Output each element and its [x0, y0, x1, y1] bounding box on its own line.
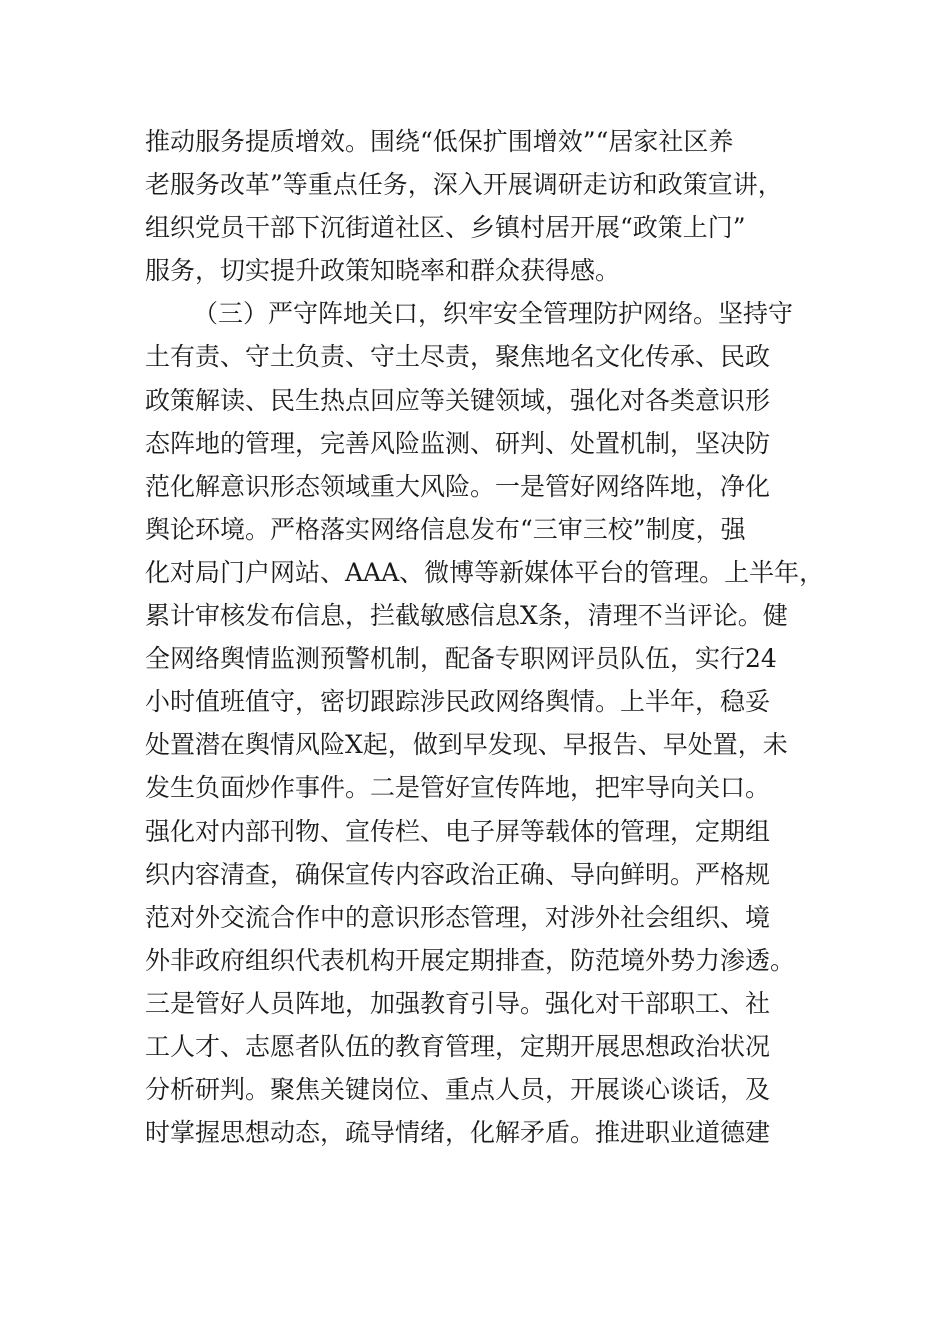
text-line: 强化对内部刊物、宣传栏、电子屏等载体的管理，定期组 [145, 816, 771, 846]
text-line: 态阵地的管理，完善风险监测、研判、处置机制，坚决防 [145, 428, 771, 458]
text-line: 范化解意识形态领域重大风险。一是管好网络阵地，净化 [145, 471, 771, 501]
text-line: 织内容清查，确保宣传内容政治正确、导向鲜明。严格规 [145, 859, 771, 889]
text-line: 分析研判。聚焦关键岗位、重点人员，开展谈心谈话，及 [145, 1075, 771, 1105]
body-text [145, 120, 825, 1154]
text-line: 推动服务提质增效。围绕“低保扩围增效”“居家社区养 [145, 127, 734, 156]
text-line: 小时值班值守，密切跟踪涉民政网络舆情。上半年，稳妥 [145, 687, 771, 717]
text-line: 外非政府组织代表机构开展定期排查，防范境外势力渗透。 [145, 945, 796, 975]
text-line: 老服务改革”等重点任务，深入开展调研走访和政策宣讲， [145, 170, 783, 200]
text-line: 土有责、守土负责、守土尽责，聚焦地名文化传承、民政 [145, 342, 771, 372]
text-line: 时掌握思想动态，疏导情绪，化解矛盾。推进职业道德建 [145, 1118, 771, 1148]
text-line: 范对外交流合作中的意识形态管理，对涉外社会组织、境 [145, 902, 771, 932]
text-line: 政策解读、民生热点回应等关键领域，强化对各类意识形 [145, 385, 771, 415]
text-line: 累计审核发布信息，拦截敏感信息X条，清理不当评论。健 [145, 601, 788, 631]
text-line: 全网络舆情监测预警机制，配备专职网评员队伍，实行24 [145, 644, 777, 674]
section-heading-line: （三）严守阵地关口，织牢安全管理防护网络。坚持守 [193, 299, 794, 329]
text-line: 服务，切实提升政策知晓率和群众获得感。 [145, 256, 621, 286]
text-line: 化对局门户网站、AAA、微博等新媒体平台的管理。上半年， [145, 557, 825, 587]
text-line: 舆论环境。严格落实网络信息发布“三审三校”制度，强 [145, 514, 746, 544]
text-line: 处置潜在舆情风险X起，做到早发现、早报告、早处置，未 [145, 730, 788, 760]
text-line: 工人才、志愿者队伍的教育管理，定期开展思想政治状况 [145, 1031, 771, 1061]
text-line: 三是管好人员阵地，加强教育引导。强化对干部职工、社 [145, 988, 771, 1018]
text-line: 组织党员干部下沉街道社区、乡镇村居开展“政策上门” [145, 213, 746, 243]
text-line: 发生负面炒作事件。二是管好宣传阵地，把牢导向关口。 [145, 773, 771, 803]
